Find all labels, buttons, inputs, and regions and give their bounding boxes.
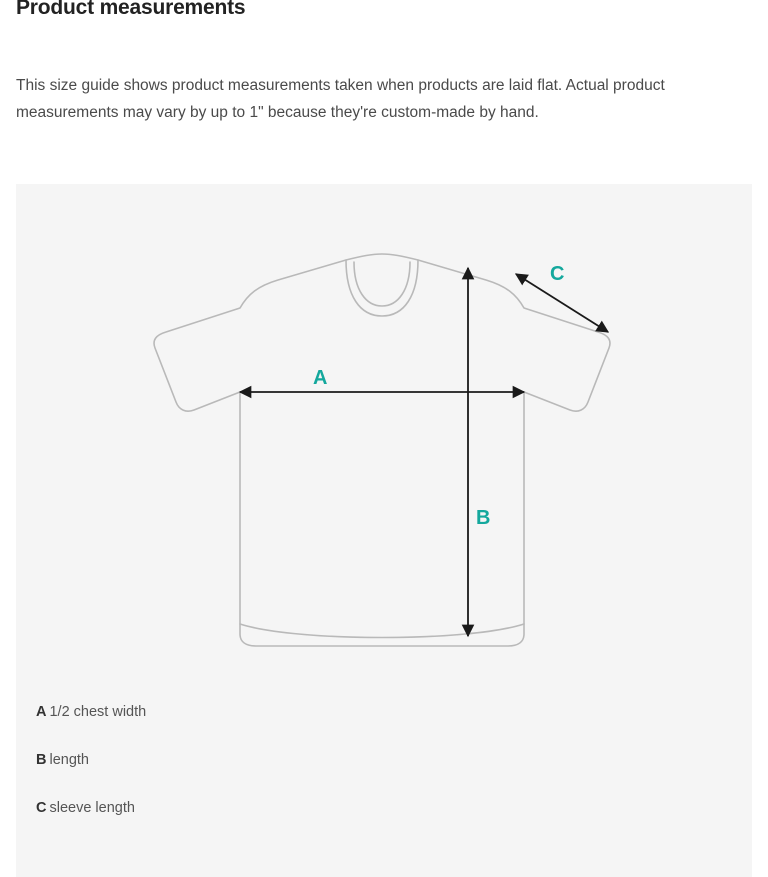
legend-key: C bbox=[36, 800, 47, 816]
page-title: Product measurements bbox=[16, 0, 246, 19]
label-c: C bbox=[550, 263, 565, 285]
legend-key: A bbox=[36, 704, 47, 720]
legend-text: 1/2 chest width bbox=[49, 704, 147, 720]
tshirt-outline-icon bbox=[154, 254, 610, 646]
legend-item bbox=[36, 750, 636, 770]
intro-paragraph: This size guide shows product measurements taken when products are laid flat. Actual product measurements may vary by up to 1" because they're custom-made by hand. bbox=[16, 76, 665, 121]
legend-key: B bbox=[36, 752, 47, 768]
legend-text: length bbox=[49, 752, 89, 768]
legend-text: sleeve length bbox=[49, 800, 135, 816]
tshirt-diagram bbox=[16, 184, 752, 684]
legend-item bbox=[36, 798, 636, 818]
label-a: A bbox=[313, 367, 328, 389]
measurement-diagram-panel bbox=[16, 184, 752, 877]
measurement-legend bbox=[36, 702, 636, 846]
legend-item bbox=[36, 702, 636, 722]
label-b: B bbox=[476, 507, 491, 529]
